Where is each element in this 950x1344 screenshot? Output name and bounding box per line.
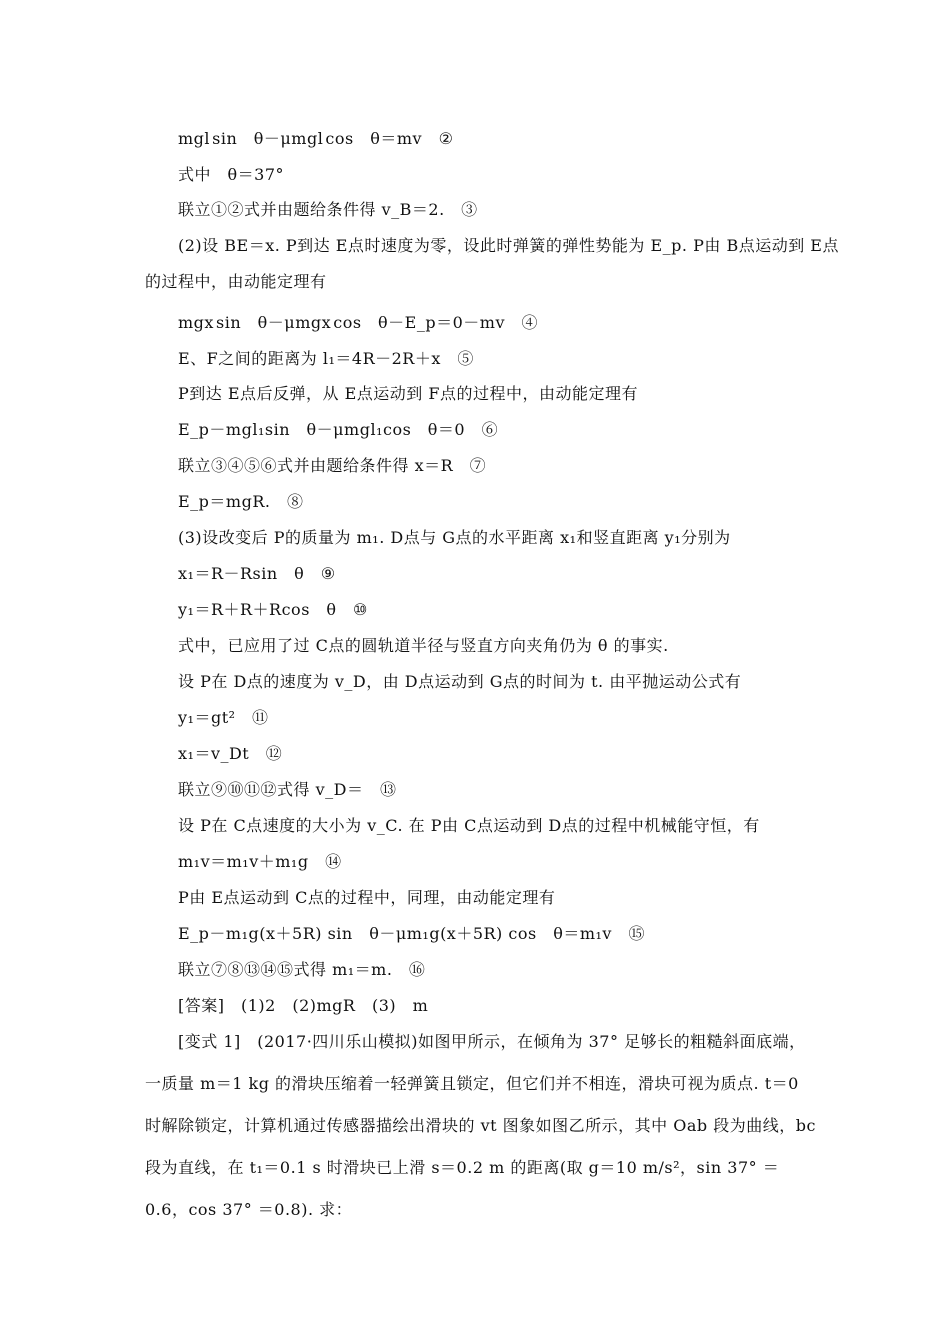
equation-5: E、F之间的距离为 l₁＝4R－2R＋x ⑤ — [178, 349, 474, 368]
equation-6: E_p－mgl₁sin θ－μmgl₁cos θ＝0 ⑥ — [178, 420, 499, 439]
text-line: 设 P在 C点速度的大小为 v_C. 在 P由 C点运动到 D点的过程中机械能守恒，有 — [178, 816, 760, 835]
variant-1-text: 段为直线，在 t₁＝0.1 s 时滑块已上滑 s＝0.2 m 的距离(取 g＝10 m/s²，sin 37° ＝ — [145, 1158, 780, 1177]
equation-13: 联立⑨⑩⑪⑫式得 v_D＝ ⑬ — [178, 780, 397, 799]
part-3-intro: (3)设改变后 P的质量为 m₁. D点与 G点的水平距离 x₁和竖直距离 y₁分别为 — [178, 528, 731, 547]
variant-1-heading: [变式 1] (2017·四川乐山模拟)如图甲所示，在倾角为 37° 足够长的粗糙斜面底端， — [178, 1032, 806, 1051]
equation-9: x₁＝R－Rsin θ ⑨ — [178, 564, 336, 583]
text-line: P到达 E点后反弹，从 E点运动到 F点的过程中，由动能定理有 — [178, 384, 638, 403]
equation-7: 联立③④⑤⑥式并由题给条件得 x＝R ⑦ — [178, 456, 487, 475]
equation-15: E_p－m₁g(x＋5R) sin θ－μm₁g(x＋5R) cos θ＝m₁v ⑮ — [178, 924, 645, 943]
answer-line: [答案] (1)2 (2)mgR (3) m — [178, 996, 429, 1015]
equation-10: y₁＝R＋R＋Rcos θ ⑩ — [178, 600, 368, 619]
equation-8: E_p＝mgR. ⑧ — [178, 492, 304, 511]
text-line: P由 E点运动到 C点的过程中，同理，由动能定理有 — [178, 888, 556, 907]
part-2-intro: (2)设 BE＝x. P到达 E点时速度为零，设此时弹簧的弹性势能为 E_p. P由 B点运动到 E点 — [178, 236, 839, 255]
text-line: 的过程中，由动能定理有 — [145, 272, 327, 291]
text-line: 式中 θ＝37° — [178, 165, 284, 184]
variant-1-text: 一质量 m＝1 kg 的滑块压缩着一轻弹簧且锁定，但它们并不相连，滑块可视为质点. t＝0 — [145, 1074, 799, 1093]
variant-1-text: 时解除锁定，计算机通过传感器描绘出滑块的 vt 图象如图乙所示，其中 Oab 段为曲线，bc — [145, 1116, 816, 1135]
equation-3: 联立①②式并由题给条件得 v_B＝2. ③ — [178, 200, 478, 219]
equation-16: 联立⑦⑧⑬⑭⑮式得 m₁＝m. ⑯ — [178, 960, 426, 979]
text-line: 设 P在 D点的速度为 v_D，由 D点运动到 G点的时间为 t. 由平抛运动公式有 — [178, 672, 742, 691]
equation-11: y₁＝gt² ⑪ — [178, 708, 269, 727]
equation-2: mgl sin θ－μmgl cos θ＝mv ② — [178, 129, 454, 148]
text-line: 式中，已应用了过 C点的圆轨道半径与竖直方向夹角仍为 θ 的事实. — [178, 636, 669, 655]
equation-4: mgx sin θ－μmgx cos θ－E_p＝0－mv ④ — [178, 313, 538, 332]
equation-12: x₁＝v_Dt ⑫ — [178, 744, 283, 763]
variant-1-text: 0.6，cos 37° ＝0.8). 求： — [145, 1200, 353, 1219]
equation-14: m₁v＝m₁v＋m₁g ⑭ — [178, 852, 342, 871]
